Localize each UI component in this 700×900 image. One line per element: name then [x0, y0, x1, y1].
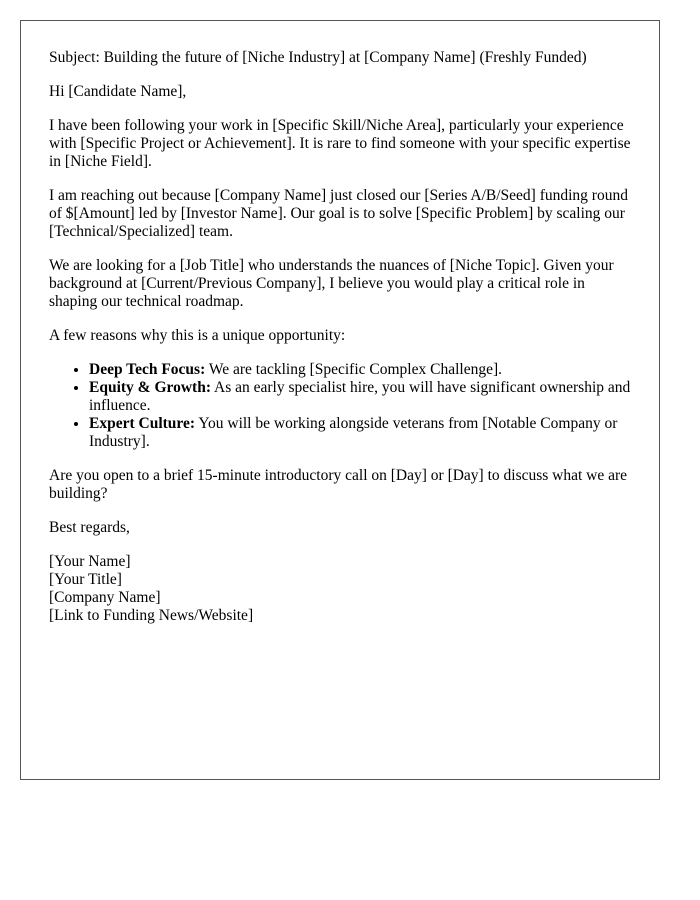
call-to-action: Are you open to a brief 15-minute introductory call on [Day] or [Day] to discuss what we are building? [49, 467, 628, 502]
signature-block [49, 553, 631, 625]
signature-company: [Company Name] [49, 589, 161, 606]
list-item [89, 379, 631, 415]
signature-link: [Link to Funding News/Website] [49, 607, 254, 624]
role-paragraph: We are looking for a [Job Title] who understands the nuances of [Niche Topic]. Given your background at [Current/Previous Company], I believe you would play a critical role in shaping our technical roadmap. [49, 257, 614, 310]
list-item [89, 361, 631, 379]
reasons-intro: A few reasons why this is a unique opportunity: [49, 327, 346, 344]
subject-line: Subject: Building the future of [Niche Industry] at [Company Name] (Freshly Funded) [49, 49, 587, 66]
reason-title: Expert Culture: [89, 415, 196, 432]
funding-paragraph: I am reaching out because [Company Name] just closed our [Series A/B/Seed] funding round of $[Amount] led by [Investor Name]. Our goal is to solve [Specific Problem] by scaling our [Technical/Specialized] team. [49, 187, 628, 240]
list-item [89, 415, 631, 451]
signature-name: [Your Name] [49, 553, 131, 570]
reasons-list [49, 361, 631, 451]
reason-text: As an early specialist hire, you will have significant ownership and influence. [89, 379, 631, 414]
reason-title: Deep Tech Focus: [89, 361, 206, 378]
greeting: Hi [Candidate Name], [49, 83, 187, 100]
letter-document [20, 20, 660, 780]
closing: Best regards, [49, 519, 130, 536]
signature-title: [Your Title] [49, 571, 122, 588]
reason-title: Equity & Growth: [89, 379, 212, 396]
reason-text: We are tackling [Specific Complex Challenge]. [205, 361, 502, 378]
intro-paragraph: I have been following your work in [Specific Skill/Niche Area], particularly your experience with [Specific Project or Achievement]. It is rare to find someone with your specific expertise in [Niche Field]. [49, 117, 631, 170]
reason-text: You will be working alongside veterans from [Notable Company or Industry]. [89, 415, 618, 450]
